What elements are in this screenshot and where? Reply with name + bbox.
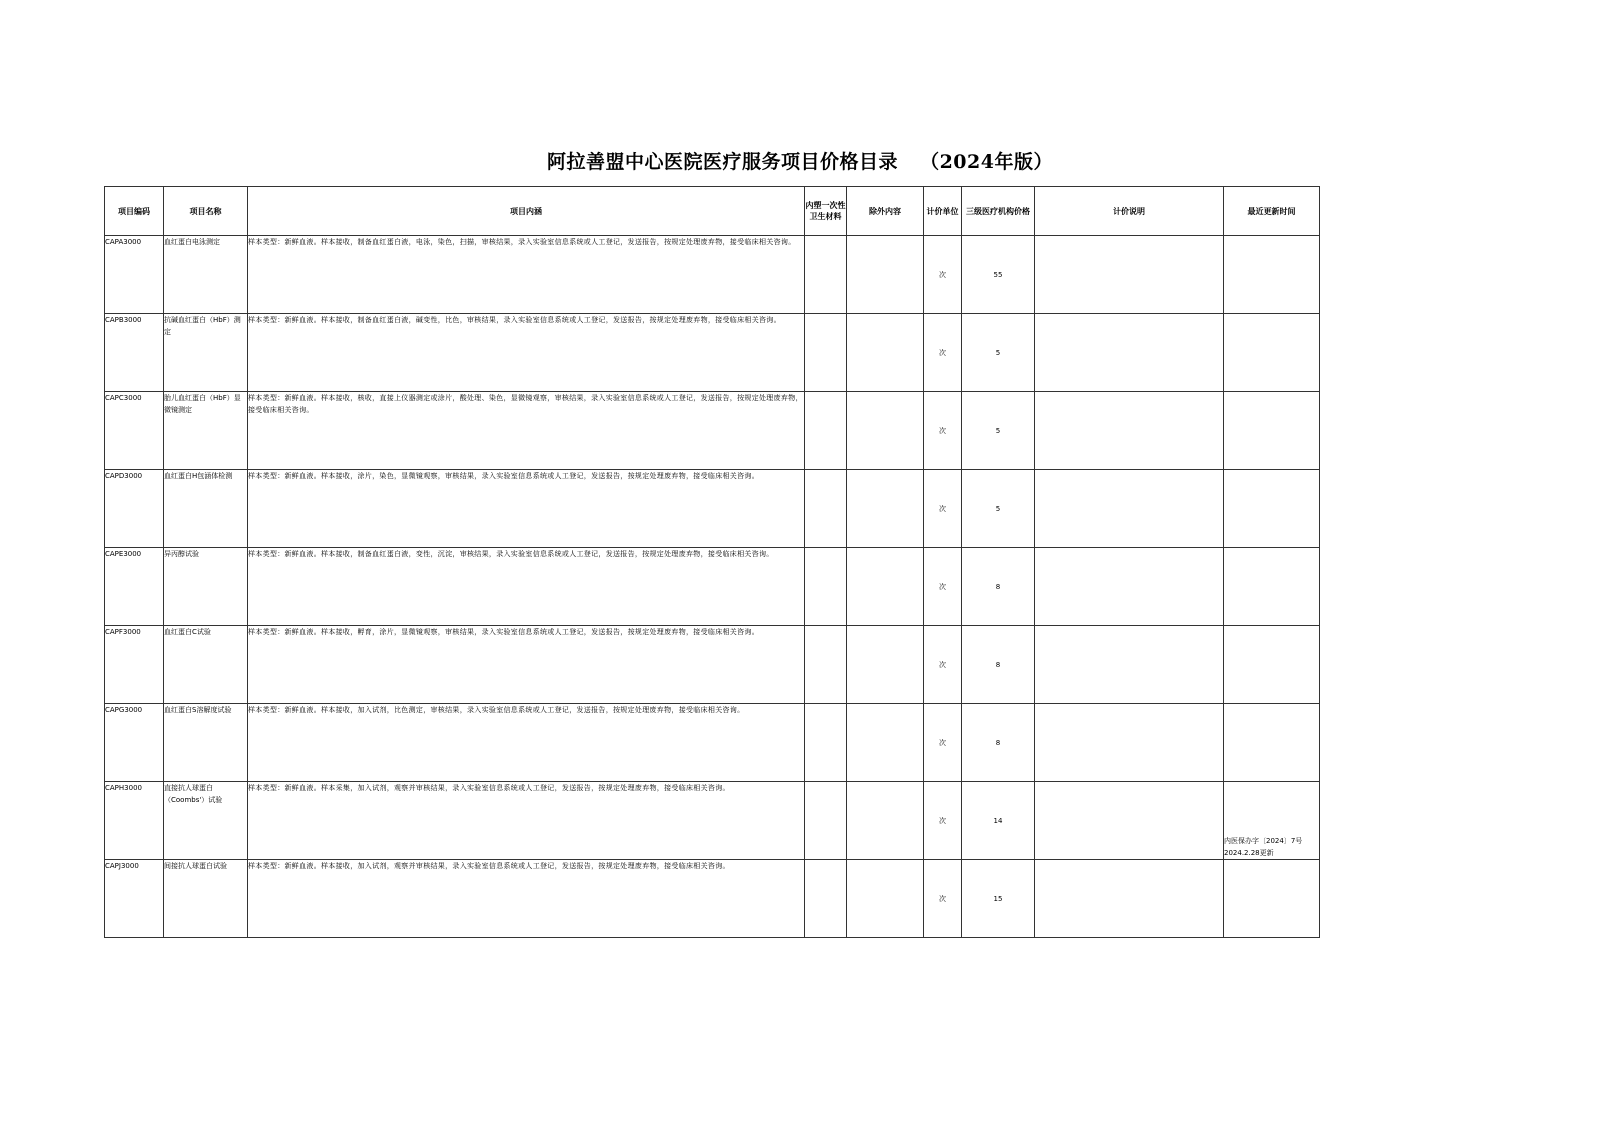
title-text: 阿拉善盟中心医院医疗服务项目价格目录	[547, 151, 899, 173]
cell-code: CAPD3000	[105, 470, 164, 548]
cell-updated	[1224, 704, 1320, 782]
cell-updated: 内医保办字〔2024〕7号 2024.2.28更新	[1224, 782, 1320, 860]
cell-updated	[1224, 860, 1320, 938]
cell-updated	[1224, 626, 1320, 704]
cell-exclusions	[847, 548, 924, 626]
header-updated: 最近更新时间	[1224, 187, 1320, 236]
cell-price: 8	[962, 548, 1035, 626]
cell-materials	[805, 860, 847, 938]
edition-label: （2024年版）	[920, 151, 1053, 173]
header-pricing-note: 计价说明	[1035, 187, 1224, 236]
cell-exclusions	[847, 470, 924, 548]
cell-content: 样本类型：新鲜血液。样本采集，加入试剂，观察并审核结果，录入实验室信息系统或人工登记，发送报告，按规定处理废弃物，接受临床相关咨询。	[248, 782, 805, 860]
price-table	[104, 186, 1320, 938]
cell-materials	[805, 548, 847, 626]
cell-price: 14	[962, 782, 1035, 860]
cell-price: 8	[962, 626, 1035, 704]
cell-updated	[1224, 470, 1320, 548]
cell-content: 样本类型：新鲜血液。样本接收，核收，直接上仪器测定或涂片，酸处理、染色，显微镜观察，审核结果，录入实验室信息系统或人工登记，发送报告，按规定处理废弃物，接受临床相关咨询。	[248, 392, 805, 470]
cell-updated	[1224, 392, 1320, 470]
cell-code: CAPE3000	[105, 548, 164, 626]
cell-exclusions	[847, 626, 924, 704]
cell-code: CAPJ3000	[105, 860, 164, 938]
cell-materials	[805, 782, 847, 860]
cell-code: CAPC3000	[105, 392, 164, 470]
cell-name: 血红蛋白S溶解度试验	[164, 704, 248, 782]
cell-updated	[1224, 236, 1320, 314]
cell-code: CAPB3000	[105, 314, 164, 392]
table-row	[105, 314, 1320, 392]
cell-price: 15	[962, 860, 1035, 938]
cell-price: 5	[962, 470, 1035, 548]
cell-code: CAPG3000	[105, 704, 164, 782]
cell-unit: 次	[924, 236, 962, 314]
cell-materials	[805, 314, 847, 392]
cell-unit: 次	[924, 782, 962, 860]
cell-code: CAPH3000	[105, 782, 164, 860]
cell-content: 样本类型：新鲜血液。样本接收，涂片，染色，显微镜观察，审核结果，录入实验室信息系统或人工登记，发送报告，按规定处理废弃物，接受临床相关咨询。	[248, 470, 805, 548]
cell-materials	[805, 470, 847, 548]
cell-materials	[805, 626, 847, 704]
cell-materials	[805, 236, 847, 314]
table-row	[105, 236, 1320, 314]
cell-content: 样本类型：新鲜血液。样本接收，孵育，涂片，显微镜观察，审核结果，录入实验室信息系统或人工登记，发送报告，按规定处理废弃物，接受临床相关咨询。	[248, 626, 805, 704]
cell-price: 5	[962, 314, 1035, 392]
cell-content: 样本类型：新鲜血液。样本接收，加入试剂，观察并审核结果，录入实验室信息系统或人工登记，发送报告，按规定处理废弃物，接受临床相关咨询。	[248, 860, 805, 938]
cell-content: 样本类型：新鲜血液。样本接收，制备血红蛋白液，碱变性，比色，审核结果，录入实验室信息系统或人工登记，发送报告，按规定处理废弃物，接受临床相关咨询。	[248, 314, 805, 392]
cell-name: 血红蛋白电泳测定	[164, 236, 248, 314]
cell-exclusions	[847, 236, 924, 314]
cell-name: 异丙醇试验	[164, 548, 248, 626]
cell-pricing-note	[1035, 548, 1224, 626]
cell-unit: 次	[924, 704, 962, 782]
cell-pricing-note	[1035, 470, 1224, 548]
table-row	[105, 626, 1320, 704]
cell-pricing-note	[1035, 314, 1224, 392]
cell-code: CAPF3000	[105, 626, 164, 704]
document-title	[0, 147, 1600, 174]
cell-exclusions	[847, 860, 924, 938]
cell-unit: 次	[924, 548, 962, 626]
cell-pricing-note	[1035, 782, 1224, 860]
cell-exclusions	[847, 704, 924, 782]
cell-unit: 次	[924, 314, 962, 392]
table-row	[105, 470, 1320, 548]
table-row	[105, 860, 1320, 938]
cell-exclusions	[847, 314, 924, 392]
cell-pricing-note	[1035, 236, 1224, 314]
cell-price: 5	[962, 392, 1035, 470]
cell-unit: 次	[924, 860, 962, 938]
table-row	[105, 782, 1320, 860]
cell-materials	[805, 392, 847, 470]
cell-price: 8	[962, 704, 1035, 782]
cell-unit: 次	[924, 470, 962, 548]
table-body	[105, 236, 1320, 938]
cell-updated	[1224, 314, 1320, 392]
cell-name: 抗碱血红蛋白（HbF）测定	[164, 314, 248, 392]
header-price: 三级医疗机构价格	[962, 187, 1035, 236]
cell-content: 样本类型：新鲜血液。样本接收，制备血红蛋白液，变性，沉淀，审核结果，录入实验室信息系统或人工登记，发送报告，按规定处理废弃物，接受临床相关咨询。	[248, 548, 805, 626]
cell-price: 55	[962, 236, 1035, 314]
cell-unit: 次	[924, 626, 962, 704]
header-code: 项目编码	[105, 187, 164, 236]
cell-pricing-note	[1035, 704, 1224, 782]
cell-exclusions	[847, 392, 924, 470]
table-row	[105, 392, 1320, 470]
cell-content: 样本类型：新鲜血液。样本接收，加入试剂，比色测定，审核结果，录入实验室信息系统或人工登记，发送报告，按规定处理废弃物，接受临床相关咨询。	[248, 704, 805, 782]
cell-pricing-note	[1035, 626, 1224, 704]
cell-unit: 次	[924, 392, 962, 470]
table-row	[105, 548, 1320, 626]
header-materials: 内塑一次性卫生材料	[805, 187, 847, 236]
cell-content: 样本类型：新鲜血液。样本接收，制备血红蛋白液，电泳，染色，扫描，审核结果，录入实验室信息系统或人工登记，发送报告，按规定处理废弃物，接受临床相关咨询。	[248, 236, 805, 314]
cell-materials	[805, 704, 847, 782]
header-content: 项目内涵	[248, 187, 805, 236]
cell-name: 血红蛋白H包涵体检测	[164, 470, 248, 548]
header-row	[105, 187, 1320, 236]
cell-pricing-note	[1035, 860, 1224, 938]
cell-exclusions	[847, 782, 924, 860]
cell-updated	[1224, 548, 1320, 626]
cell-pricing-note	[1035, 392, 1224, 470]
header-unit: 计价单位	[924, 187, 962, 236]
cell-name: 胎儿血红蛋白（HbF）显微镜测定	[164, 392, 248, 470]
header-name: 项目名称	[164, 187, 248, 236]
cell-code: CAPA3000	[105, 236, 164, 314]
cell-name: 间接抗人球蛋白试验	[164, 860, 248, 938]
header-exclusions: 除外内容	[847, 187, 924, 236]
cell-name: 直接抗人球蛋白（Coombs'）试验	[164, 782, 248, 860]
table-row	[105, 704, 1320, 782]
cell-name: 血红蛋白C试验	[164, 626, 248, 704]
